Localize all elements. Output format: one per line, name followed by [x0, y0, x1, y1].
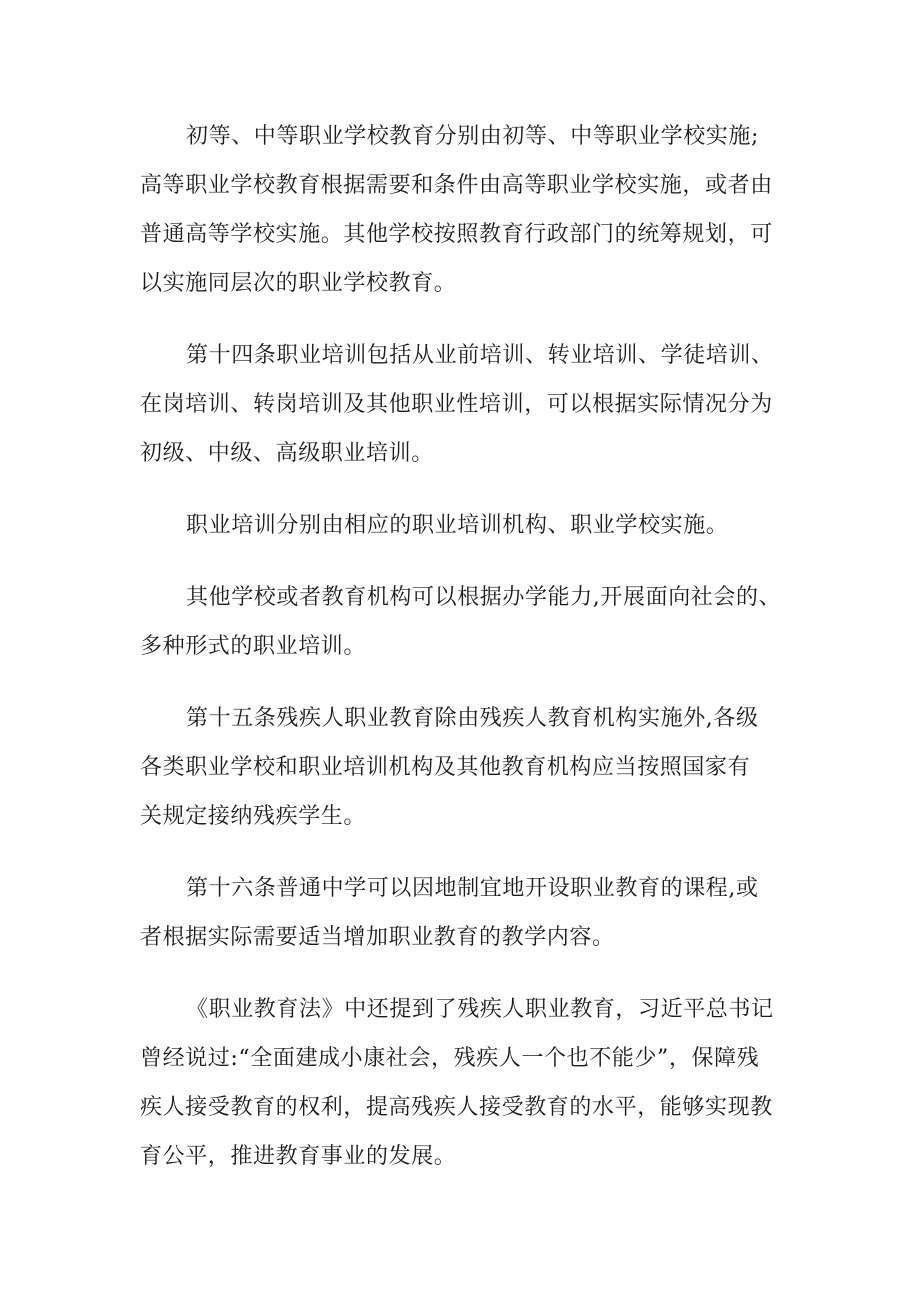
paragraph-article-14 [140, 331, 785, 478]
paragraph-line: 在岗培训、转岗培训及其他职业性培训，可以根据实际情况分为 [140, 392, 773, 417]
paragraph-line: 者根据实际需要适当增加职业教育的教学内容。 [140, 925, 615, 950]
paragraph-line: 各类职业学校和职业培训机构及其他教育机构应当按照国家有 [140, 755, 751, 780]
paragraph-line: 多种形式的职业培训。 [140, 634, 367, 659]
paragraph-line: 关规定接纳残疾学生。 [140, 804, 367, 829]
paragraph-training-implementation [140, 501, 785, 550]
paragraph-line: 《职业教育法》中还提到了残疾人职业教育，习近平总书记 [186, 997, 774, 1022]
document-page [140, 112, 785, 1204]
paragraph-line: 以实施同层次的职业学校教育。 [140, 271, 457, 296]
paragraph-article-15 [140, 694, 785, 841]
paragraph-line: 第十五条残疾人职业教育除由残疾人教育机构实施外,各级 [186, 706, 759, 731]
paragraph-line: 普通高等学校实施。其他学校按照教育行政部门的统筹规划，可 [140, 222, 773, 247]
paragraph-line: 其他学校或者教育机构可以根据办学能力,开展面向社会的、 [186, 585, 782, 610]
paragraph-line: 第十六条普通中学可以因地制宜地开设职业教育的课程,或 [186, 876, 759, 901]
paragraph-other-institutions [140, 573, 785, 671]
paragraph-line: 高等职业学校教育根据需要和条件由高等职业学校实施，或者由 [140, 173, 773, 198]
paragraph-line: 初级、中级、高级职业培训。 [140, 441, 434, 466]
paragraph-line: 曾经说过:“全面建成小康社会，残疾人一个也不能少”，保障残 [140, 1046, 760, 1071]
paragraph-line: 职业培训分别由相应的职业培训机构、职业学校实施。 [186, 513, 729, 538]
paragraph-vocational-school-levels [140, 112, 785, 308]
paragraph-line: 第十四条职业培训包括从业前培训、转业培训、学徒培训、 [186, 343, 774, 368]
paragraph-disabled-education [140, 985, 785, 1181]
paragraph-article-16 [140, 864, 785, 962]
paragraph-line: 疾人接受教育的权利，提高残疾人接受教育的水平，能够实现教 [140, 1095, 773, 1120]
paragraph-line: 育公平，推进教育事业的发展。 [140, 1144, 457, 1169]
paragraph-line: 初等、中等职业学校教育分别由初等、中等职业学校实施; [186, 124, 760, 149]
